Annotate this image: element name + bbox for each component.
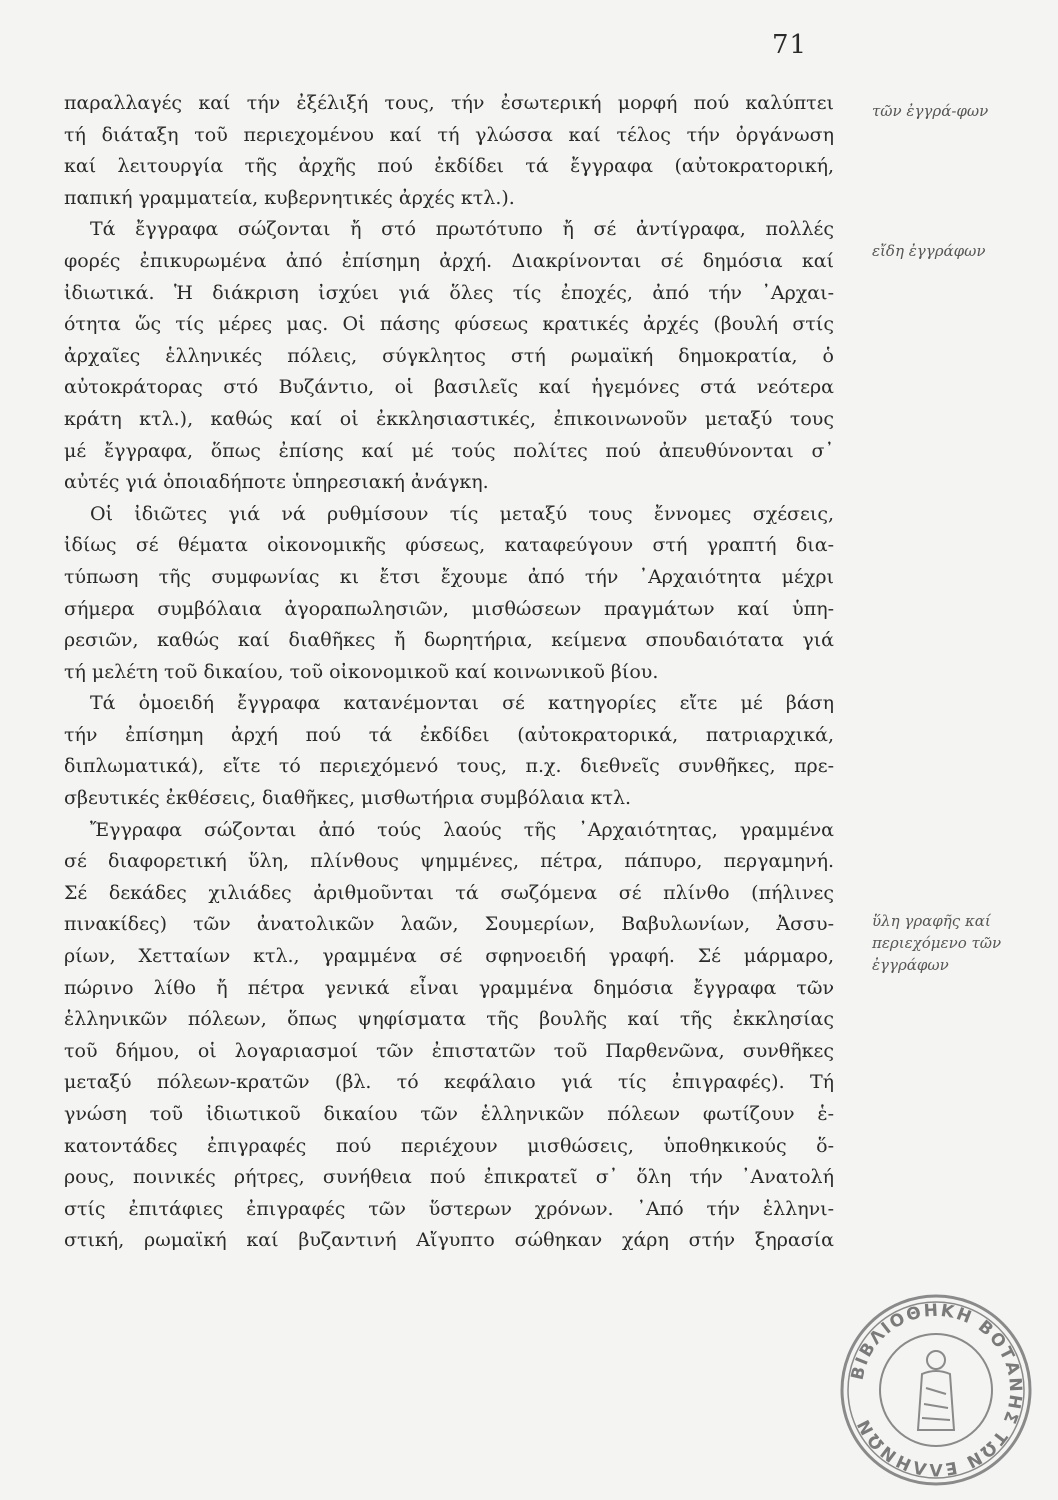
text-line: παραλλαγές καί τήν ἐξέλιξή τους, τήν ἐσωτερική μορφή πού καλύπτει: [64, 92, 834, 114]
margin-note: τῶν ἐγγρά-φων: [872, 102, 989, 120]
figure-icon: [918, 1351, 954, 1430]
text-line: τοῦ δήμου, οἱ λογαριασμοί τῶν ἐπιστατῶν τοῦ Παρθενῶνα, συνθῆκες: [64, 1039, 834, 1062]
text-line: καί λειτουργία τῆς ἀρχῆς πού ἐκδίδει τά ἔγγραφα (αὐτοκρατορική,: [64, 155, 834, 178]
text-line: τύπωση τῆς συμφωνίας κι ἔτσι ἔχουμε ἀπό τήν ᾿Αρχαιότητα μέχρι: [64, 565, 834, 588]
text-line: σέ διαφορετική ὕλη, πλίνθους ψημμένες, πέτρα, πάπυρο, περγαμηνή.: [64, 850, 834, 873]
page-number: 71: [772, 30, 808, 60]
text-line: στίς ἐπιτάφιες ἐπιγραφές τῶν ὕστερων χρόνων. ᾿Από τήν ἑλληνι-: [64, 1197, 834, 1220]
text-line: τή μελέτη τοῦ δικαίου, τοῦ οἰκονομικοῦ καί κοινωνικοῦ βίου.: [64, 660, 659, 683]
text-line: ἑλληνικῶν πόλεων, ὅπως ψηφίσματα τῆς βουλῆς καί τῆς ἐκκλησίας: [64, 1008, 834, 1031]
margin-note: ὕλη γραφῆς καί περιεχόμενο τῶν ἐγγράφων: [872, 912, 1002, 974]
text-line: σβευτικές ἐκθέσεις, διαθῆκες, μισθωτήρια συμβόλαια κτλ.: [64, 787, 632, 810]
text-line: στική, ρωμαϊκή καί βυζαντινή Αἴγυπτο σώθηκαν χάρη στήν ξηρασία: [64, 1229, 834, 1252]
text-line: ἰδιωτικά. Ἡ διάκριση ἰσχύει γιά ὅλες τίς ἐποχές, ἀπό τήν ᾿Αρχαι-: [64, 281, 834, 304]
text-line: ρεσιῶν, καθώς καί διαθῆκες ἤ δωρητήρια, κείμενα σπουδαιότατα γιά: [64, 629, 834, 652]
text-line: πώρινο λίθο ἤ πέτρα γενικά εἶναι γραμμένα δημόσια ἔγγραφα τῶν: [64, 976, 834, 999]
text-line: ότητα ὥς τίς μέρες μας. Οἱ πάσης φύσεως κρατικές ἀρχές (βουλή στίς: [64, 313, 834, 336]
text-line: Σέ δεκάδες χιλιάδες ἀριθμοῦνται τά σωζόμενα σέ πλίνθο (πήλινες: [64, 881, 834, 904]
text-line: Ἔγγραφα σώζονται ἀπό τούς λαούς τῆς ᾿Αρχαιότητας, γραμμένα: [90, 818, 834, 841]
text-line: σήμερα συμβόλαια ἀγοραπωλησιῶν, μισθώσεων πραγμάτων καί ὑπη-: [64, 597, 834, 620]
text-line: κράτη κτλ.), καθώς καί οἱ ἐκκλησιαστικές, ἐπικοινωνοῦν μεταξύ τους: [64, 407, 834, 430]
text-line: αὐτές γιά ὁποιαδήποτε ὑπηρεσιακή ἀνάγκη.: [64, 471, 489, 494]
text-line: κατοντάδες ἐπιγραφές πού περιέχουν μισθώσεις, ὑποθηκικούς ὅ-: [64, 1134, 834, 1157]
text-line: παπική γραμματεία, κυβερνητικές ἀρχές κτλ.).: [64, 186, 515, 209]
text-line: ἀρχαῖες ἑλληνικές πόλεις, σύγκλητος στή ρωμαϊκή δημοκρατία, ὁ: [64, 344, 834, 367]
text-line: ρίων, Χετταίων κτλ., γραμμένα σέ σφηνοειδή γραφή. Σέ μάρμαρο,: [64, 945, 834, 968]
text-line: Τά ἔγγραφα σώζονται ἤ στό πρωτότυπο ἤ σέ ἀντίγραφα, πολλές: [90, 218, 834, 241]
body-text: [64, 88, 834, 1257]
stamp-text: ΒΙΒΛΙΟΘΗΚΗ ΒΟΤΑΝΗΣ ΤΩΝ ΕΛΛΗΝΩΝ: [847, 1300, 1026, 1480]
text-line: τήν ἐπίσημη ἀρχή πού τά ἐκδίδει (αὐτοκρατορικά, πατριαρχικά,: [64, 723, 834, 746]
text-line: τή διάταξη τοῦ περιεχομένου καί τή γλώσσα καί τέλος τήν ὀργάνωση: [64, 123, 834, 146]
text-line: διπλωματικά), εἴτε τό περιεχόμενό τους, π.χ. διεθνεῖς συνθῆκες, πρε-: [64, 755, 834, 778]
text-line: Τά ὁμοειδή ἔγγραφα κατανέμονται σέ κατηγορίες εἴτε μέ βάση: [90, 692, 834, 715]
text-line: μέ ἔγγραφα, ὅπως ἐπίσης καί μέ τούς πολίτες πού ἀπευθύνονται σ᾿: [64, 439, 834, 462]
text-line: ἰδίως σέ θέματα οἰκονομικῆς φύσεως, καταφεύγουν στή γραπτή δια-: [64, 534, 834, 557]
text-line: Οἱ ἰδιῶτες γιά νά ρυθμίσουν τίς μεταξύ τους ἔννομες σχέσεις,: [90, 502, 834, 525]
text-line: ρους, ποινικές ρήτρες, συνήθεια πού ἐπικρατεῖ σ᾿ ὅλη τήν ᾿Ανατολή: [64, 1166, 834, 1189]
text-line: αὐτοκράτορας στό Βυζάντιο, οἱ βασιλεῖς καί ἡγεμόνες στά νεότερα: [64, 376, 834, 399]
text-line: φορές ἐπικυρωμένα ἀπό ἐπίσημη ἀρχή. Διακρίνονται σέ δημόσια καί: [64, 249, 834, 272]
margin-note: εἴδη ἐγγράφων: [872, 242, 986, 260]
text-line: πινακίδες) τῶν ἀνατολικῶν λαῶν, Σουμερίων, Βαβυλωνίων, Ἀσσυ-: [64, 913, 834, 936]
library-stamp: [836, 1290, 1036, 1490]
text-line: γνώση τοῦ ἰδιωτικοῦ δικαίου τῶν ἑλληνικῶν πόλεων φωτίζουν ἑ-: [64, 1103, 834, 1125]
text-line: μεταξύ πόλεων-κρατῶν (βλ. τό κεφάλαιο γιά τίς ἐπιγραφές). Τή: [64, 1071, 834, 1094]
